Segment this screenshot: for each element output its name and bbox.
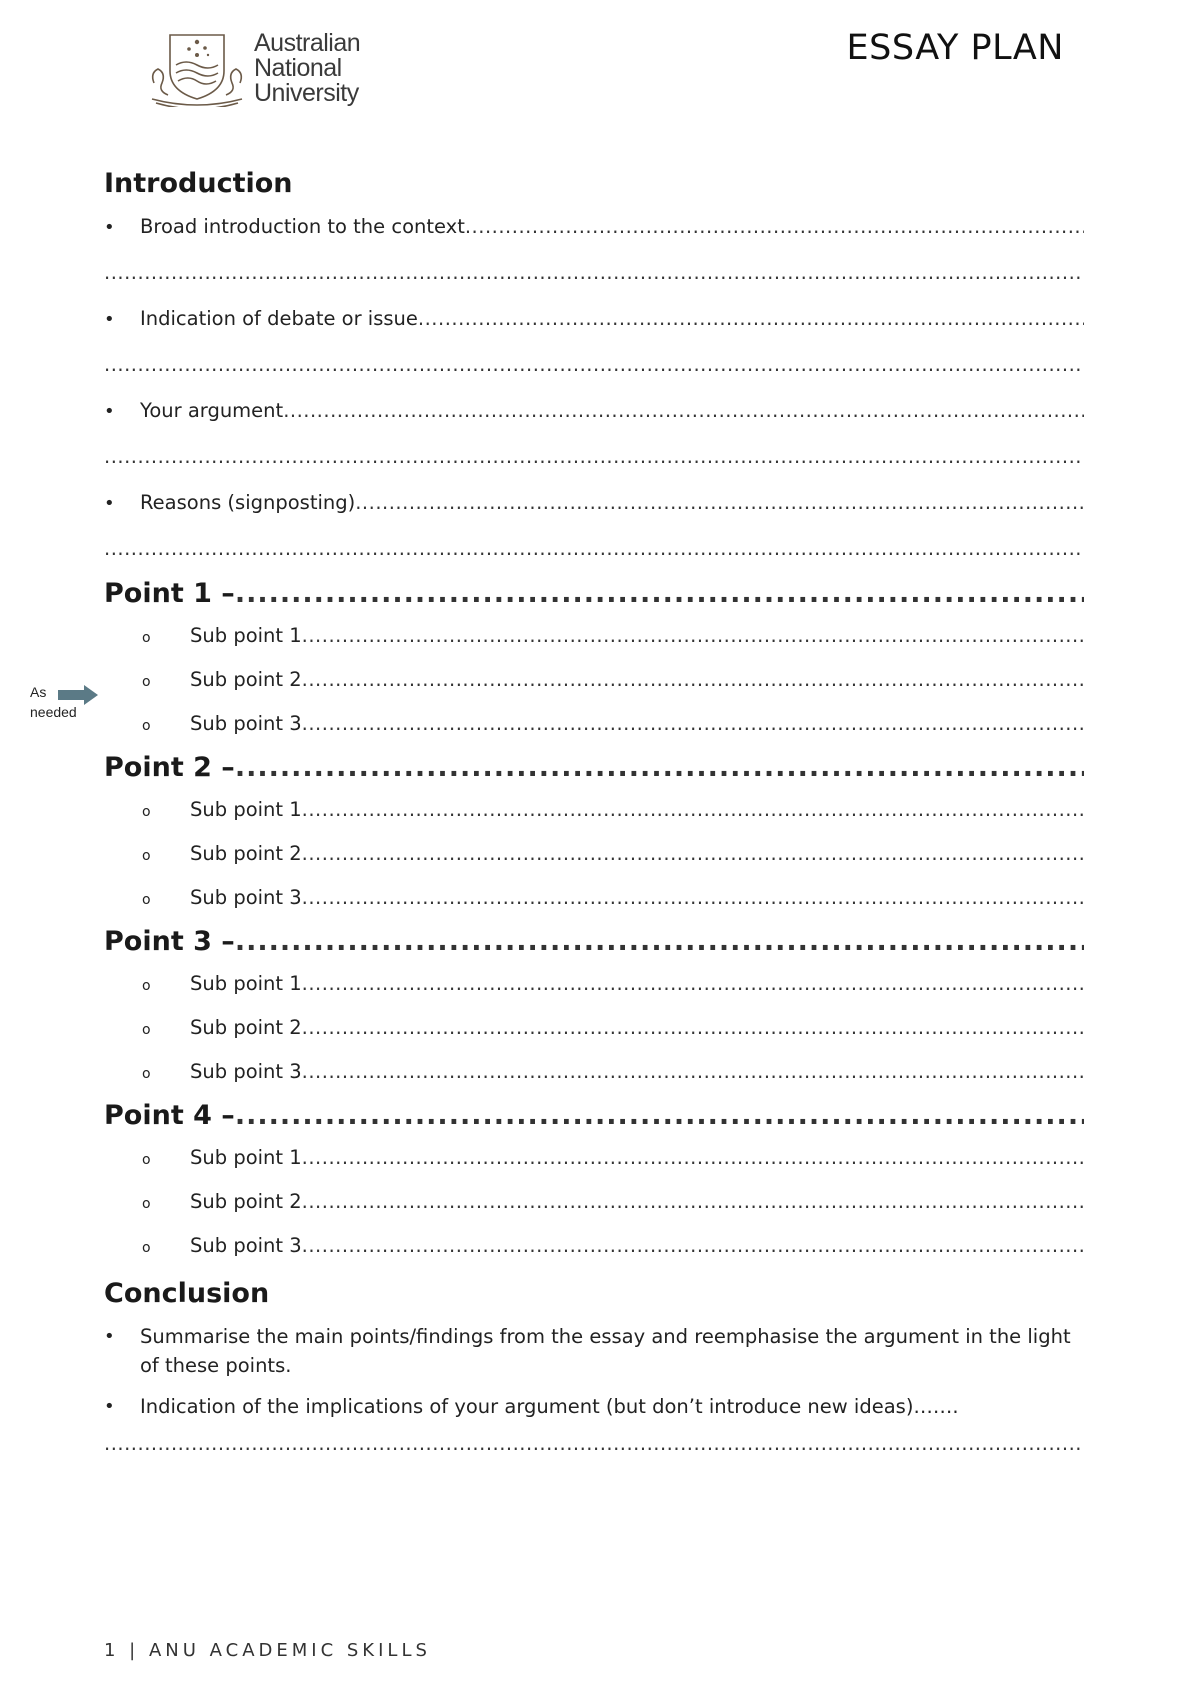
conclusion-heading: Conclusion xyxy=(104,1278,270,1309)
sub-point-label: Sub point 1 xyxy=(190,972,302,995)
document-body xyxy=(104,164,1084,1467)
circle-bullet: o xyxy=(142,892,151,908)
circle-bullet: o xyxy=(142,804,151,820)
point-heading-label: Point 1 – xyxy=(104,578,235,609)
sub-point-label: Sub point 2 xyxy=(190,1190,302,1213)
fill-in-line xyxy=(302,1180,1084,1224)
fill-in-line xyxy=(235,1096,1084,1136)
bullet: • xyxy=(104,309,115,330)
point-4-sub-2[interactable] xyxy=(104,1180,1084,1224)
point-heading-label: Point 2 – xyxy=(104,752,235,783)
bullet: • xyxy=(104,493,115,514)
point-2-sub-2[interactable] xyxy=(104,832,1084,876)
circle-bullet: o xyxy=(142,1240,151,1256)
intro-item-4[interactable] xyxy=(104,480,1084,526)
fill-in-line xyxy=(418,296,1084,342)
fill-in-line xyxy=(283,388,1084,434)
logo-line-1: Australian xyxy=(254,30,361,57)
fill-in-line xyxy=(302,614,1084,658)
fill-in-line xyxy=(104,342,1084,388)
fill-in-line xyxy=(235,922,1084,962)
fill-in-line-full[interactable] xyxy=(104,1421,1084,1467)
intro-item-label: Indication of debate or issue xyxy=(140,307,418,330)
circle-bullet: o xyxy=(142,1022,151,1038)
point-1-sub-1[interactable] xyxy=(104,614,1084,658)
anu-logo xyxy=(148,28,378,108)
fill-in-line xyxy=(465,204,1084,250)
sub-point-label: Sub point 1 xyxy=(190,1146,302,1169)
point-4-sub-1[interactable] xyxy=(104,1136,1084,1180)
fill-in-line xyxy=(104,526,1084,572)
circle-bullet: o xyxy=(142,848,151,864)
fill-in-line xyxy=(104,434,1084,480)
anu-crest-icon xyxy=(148,29,246,107)
point-1-heading[interactable] xyxy=(104,574,1084,614)
introduction-heading: Introduction xyxy=(104,168,293,199)
point-2-sub-3[interactable] xyxy=(104,876,1084,920)
fill-in-line xyxy=(302,876,1084,920)
circle-bullet: o xyxy=(142,1196,151,1212)
circle-bullet: o xyxy=(142,674,151,690)
intro-item-label: Reasons (signposting) xyxy=(140,491,356,514)
point-4-sub-3[interactable] xyxy=(104,1224,1084,1268)
as-needed-line-1: As xyxy=(30,684,47,700)
intro-item-2[interactable] xyxy=(104,296,1084,342)
conclusion-item-label: Summarise the main points/findings from the essay and reemphasise the argument in the light of these points. xyxy=(140,1325,1071,1377)
point-heading-label: Point 4 – xyxy=(104,1100,235,1131)
sub-point-label: Sub point 3 xyxy=(190,712,302,735)
arrow-right-icon xyxy=(56,684,100,706)
logo-wordmark xyxy=(254,31,370,106)
intro-item-label: Broad introduction to the context xyxy=(140,215,465,238)
fill-in-line-full[interactable] xyxy=(104,526,1084,572)
point-1-sub-2[interactable] xyxy=(104,658,1084,702)
sub-point-label: Sub point 1 xyxy=(190,798,302,821)
page-footer: 1 | ANU ACADEMIC SKILLS xyxy=(104,1640,431,1661)
fill-in-line xyxy=(302,1050,1084,1094)
logo-line-3: University xyxy=(254,78,359,106)
sub-point-label: Sub point 3 xyxy=(190,886,302,909)
circle-bullet: o xyxy=(142,718,151,734)
point-3-sub-2[interactable] xyxy=(104,1006,1084,1050)
fill-in-line xyxy=(302,658,1084,702)
conclusion-item-1 xyxy=(104,1322,1084,1380)
fill-in-line xyxy=(355,480,1084,526)
fill-in-line xyxy=(302,962,1084,1006)
point-2-heading[interactable] xyxy=(104,748,1084,788)
document-title: ESSAY PLAN xyxy=(846,28,1064,68)
circle-bullet: o xyxy=(142,978,151,994)
fill-in-line xyxy=(235,748,1084,788)
fill-in-line-full[interactable] xyxy=(104,434,1084,480)
sub-point-label: Sub point 2 xyxy=(190,1016,302,1039)
bullet: • xyxy=(104,217,115,238)
circle-bullet: o xyxy=(142,630,151,646)
fill-in-line xyxy=(302,1136,1084,1180)
conclusion-item-2[interactable] xyxy=(104,1392,1084,1421)
sub-point-label: Sub point 3 xyxy=(190,1234,302,1257)
as-needed-note xyxy=(30,682,110,726)
point-4-heading[interactable] xyxy=(104,1096,1084,1136)
sub-point-label: Sub point 3 xyxy=(190,1060,302,1083)
circle-bullet: o xyxy=(142,1152,151,1168)
intro-item-1[interactable] xyxy=(104,204,1084,250)
conclusion-item-label: Indication of the implications of your argument (but don’t introduce new ideas)……. xyxy=(140,1395,959,1418)
fill-in-line-full[interactable] xyxy=(104,250,1084,296)
point-3-sub-1[interactable] xyxy=(104,962,1084,1006)
as-needed-line-2: needed xyxy=(30,704,77,720)
fill-in-line xyxy=(302,1006,1084,1050)
bullet: • xyxy=(104,401,115,422)
bullet: • xyxy=(104,1326,115,1347)
fill-in-line xyxy=(302,1224,1084,1268)
intro-item-label: Your argument xyxy=(140,399,284,422)
fill-in-line xyxy=(235,574,1084,614)
sub-point-label: Sub point 2 xyxy=(190,842,302,865)
fill-in-line xyxy=(104,250,1084,296)
point-1-sub-3[interactable] xyxy=(104,702,1084,746)
fill-in-line xyxy=(104,1421,1084,1467)
point-3-sub-3[interactable] xyxy=(104,1050,1084,1094)
point-3-heading[interactable] xyxy=(104,922,1084,962)
fill-in-line xyxy=(302,788,1084,832)
sub-point-label: Sub point 1 xyxy=(190,624,302,647)
fill-in-line-full[interactable] xyxy=(104,342,1084,388)
fill-in-line xyxy=(302,702,1084,746)
fill-in-line xyxy=(302,832,1084,876)
point-heading-label: Point 3 – xyxy=(104,926,235,957)
bullet: • xyxy=(104,1396,115,1417)
point-2-sub-1[interactable] xyxy=(104,788,1084,832)
sub-point-label: Sub point 2 xyxy=(190,668,302,691)
logo-line-2: National xyxy=(254,53,342,82)
intro-item-3[interactable] xyxy=(104,388,1084,434)
circle-bullet: o xyxy=(142,1066,151,1082)
